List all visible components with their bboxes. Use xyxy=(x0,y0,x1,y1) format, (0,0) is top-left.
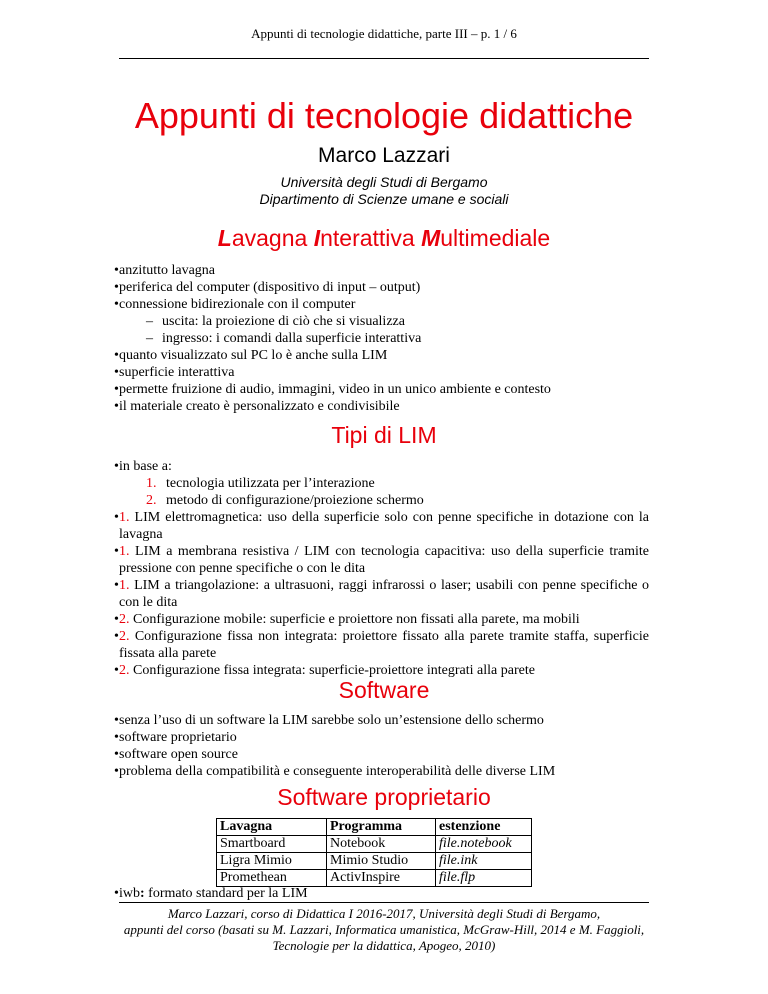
affiliation-department: Dipartimento di Scienze umane e sociali xyxy=(259,191,509,207)
bullet: • xyxy=(114,730,119,745)
bullet: • xyxy=(114,365,119,380)
bullet: • xyxy=(114,459,119,474)
footer-line: Tecnologie per la didattica, Apogeo, 2010) xyxy=(272,938,496,953)
table-cell: Promethean xyxy=(217,870,327,887)
section-heading-tipi: Tipi di LIM xyxy=(331,422,437,448)
list-item: 1. LIM a triangolazione: a ultrasuoni, raggi infrarossi o laser; usabili con penne specifiche o con le dita xyxy=(119,578,649,611)
list-item: problema della compatibilità e conseguente interoperabilità delle diverse LIM xyxy=(119,764,556,779)
section-heading-software: Software xyxy=(338,677,430,703)
footer-divider xyxy=(119,902,649,903)
list-item: senza l’uso di un software la LIM sarebbe solo un’estensione dello schermo xyxy=(119,713,544,728)
table-row xyxy=(217,836,532,853)
bullet: • xyxy=(114,544,119,559)
table-cell: file.flp xyxy=(436,870,532,887)
table-row xyxy=(217,870,532,887)
bullet: • xyxy=(114,747,119,762)
bullet: • xyxy=(114,713,119,728)
criteria-text: metodo di configurazione/proiezione schermo xyxy=(166,493,424,508)
list-item: permette fruizione di audio, immagini, video in un unico ambiente e contesto xyxy=(119,382,551,397)
sub-bullet-dash: – xyxy=(146,314,153,329)
bullet: • xyxy=(114,510,119,525)
sub-bullet-dash: – xyxy=(146,331,153,346)
criteria-text: tecnologia utilizzata per l’interazione xyxy=(166,476,375,491)
iwb-note: iwb: formato standard per la LIM xyxy=(119,886,308,901)
author-name: Marco Lazzari xyxy=(318,144,450,167)
bullet: • xyxy=(114,297,119,312)
bullet: • xyxy=(114,399,119,414)
criteria-number: 1. xyxy=(146,476,157,491)
list-item: superficie interattiva xyxy=(119,365,235,380)
table-cell: Mimio Studio xyxy=(327,853,436,870)
table-header-row xyxy=(217,819,532,836)
table-cell: Ligra Mimio xyxy=(217,853,327,870)
bullet: • xyxy=(114,764,119,779)
sub-list-item: ingresso: i comandi dalla superficie interattiva xyxy=(162,331,422,346)
list-item: quanto visualizzato sul PC lo è anche sulla LIM xyxy=(119,348,388,363)
table-header: Lavagna xyxy=(217,819,327,836)
list-item: in base a: xyxy=(119,459,172,474)
bullet: • xyxy=(114,263,119,278)
sub-list-item: uscita: la proiezione di ciò che si visualizza xyxy=(162,314,405,329)
bullet: • xyxy=(114,348,119,363)
header-divider xyxy=(119,58,649,59)
affiliation-university: Università degli Studi di Bergamo xyxy=(280,174,488,190)
list-item: software proprietario xyxy=(119,730,237,745)
list-item: anzitutto lavagna xyxy=(119,263,216,278)
bullet: • xyxy=(114,578,119,593)
list-item: connessione bidirezionale con il computer xyxy=(119,297,356,312)
criteria-number: 2. xyxy=(146,493,157,508)
footer-line: appunti del corso (basati su M. Lazzari, Informatica umanistica, McGraw-Hill, 2014 e M. Faggioli, xyxy=(123,922,645,937)
list-item: il materiale creato è personalizzato e condivisibile xyxy=(119,399,400,414)
list-item: 1. LIM elettromagnetica: uso della superficie solo con penne specifiche in dotazione con la lavagna xyxy=(119,510,650,543)
table-cell: file.notebook xyxy=(436,836,532,853)
table-cell: Notebook xyxy=(327,836,436,853)
table-header: estenzione xyxy=(436,819,532,836)
list-item: 2. Configurazione fissa non integrata: proiettore fissato alla parete tramite staffa, superficie fissata alla parete xyxy=(119,629,649,662)
page-header: Appunti di tecnologie didattiche, parte III – p. 1 / 6 xyxy=(251,26,517,41)
table-row xyxy=(217,853,532,870)
table-cell: file.ink xyxy=(436,853,532,870)
section-heading-software-proprietario: Software proprietario xyxy=(277,784,491,810)
table-cell: ActivInspire xyxy=(327,870,436,887)
list-item: software open source xyxy=(119,747,238,762)
section-heading-lim: Lavagna Interattiva Multimediale xyxy=(217,225,551,251)
software-table xyxy=(216,818,532,887)
list-item: periferica del computer (dispositivo di input – output) xyxy=(119,280,421,295)
footer-line: Marco Lazzari, corso di Didattica I 2016-2017, Università degli Studi di Bergamo, xyxy=(167,906,601,921)
bullet: • xyxy=(114,629,119,644)
bullet: • xyxy=(114,612,119,627)
table-header: Programma xyxy=(327,819,436,836)
bullet: • xyxy=(114,280,119,295)
list-item: 1. LIM a membrana resistiva / LIM con tecnologia capacitiva: uso della superficie tramite pressione con penne specifiche o con le dita xyxy=(119,544,649,577)
bullet: • xyxy=(114,382,119,397)
bullet: • xyxy=(114,663,119,678)
table-cell: Smartboard xyxy=(217,836,327,853)
bullet: • xyxy=(114,886,119,901)
list-item: 2. Configurazione mobile: superficie e proiettore non fissati alla parete, ma mobili xyxy=(119,612,580,627)
list-item: 2. Configurazione fissa integrata: superficie-proiettore integrati alla parete xyxy=(119,663,535,678)
document-title: Appunti di tecnologie didattiche xyxy=(134,95,634,136)
